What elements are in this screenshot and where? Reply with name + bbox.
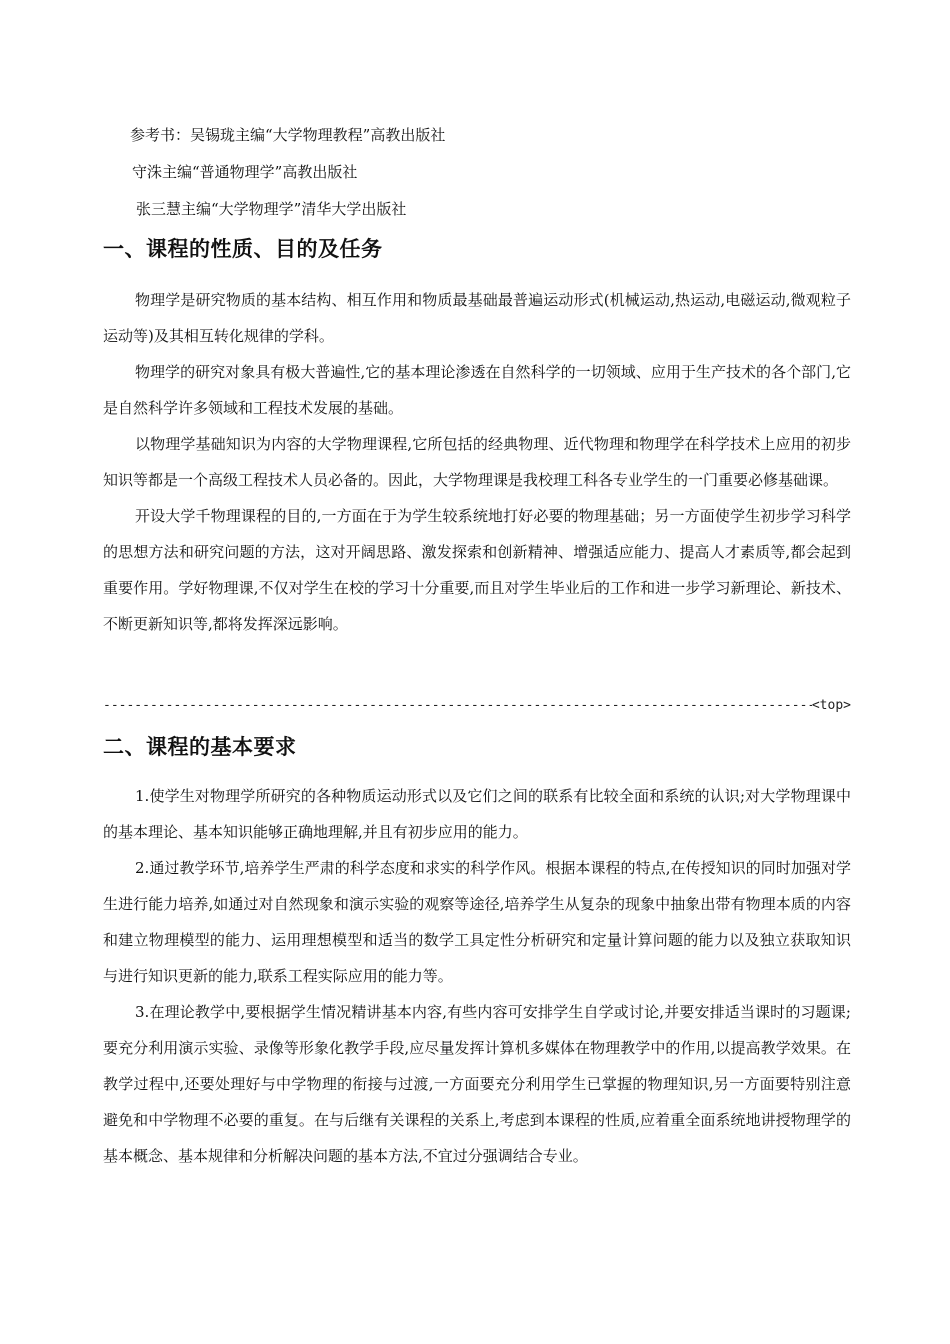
- requirement-3: 3.在理论教学中,要根据学生情况精讲基本内容,有些内容可安排学生自学或讨论,并要安排适当课时的习题课;要充分利用演示实验、录像等形象化教学手段,应尽量发挥计算机多媒体在物理教学中的作用,以提高教学效果。在教学过程中,还要处理好与中学物理的衔接与过渡,一方面要充分利用学生已掌握的物理知识,另一方面要特别注意避免和中学物理不必要的重复。在与后继有关课程的关系上,考虑到本课程的性质,应着重全面系统地讲授物理学的基本概念、基本规律和分析解决问题的基本方法,不宜过分强调结合专业。: [103, 1003, 851, 1165]
- reference-line-2: 守洙主编“普通物理学”高教出版社: [132, 163, 358, 181]
- section-1-paragraph-4: 开设大学千物理课程的目的,一方面在于为学生较系统地打好必要的物理基础；另一方面使学生初步学习科学的思想方法和研究问题的方法，这对开阔思路、激发探索和创新精神、增强适应能力、提高人才素质等,都会起到重要作用。学好物理课,不仅对学生在校的学习十分重要,而且对学生毕业后的工作和进一步学习新理论、新技术、不断更新知识等,都将发挥深远影响。: [103, 507, 851, 633]
- section-1-body: [103, 282, 851, 642]
- reference-line-1: 参考书：吴锡珑主编“大学物理教程”高教出版社: [130, 126, 446, 144]
- back-to-top-link[interactable]: <top>: [811, 698, 851, 713]
- section-1-paragraph-1: 物理学是研究物质的基本结构、相互作用和物质最基础最普遍运动形式(机械运动,热运动,电磁运动,微观粒子运动等)及其相互转化规律的学科。: [103, 291, 851, 345]
- requirement-1: 1.使学生对物理学所研究的各种物质运动形式以及它们之间的联系有比较全面和系统的认识;对大学物理课中的基本理论、基本知识能够正确地理解,并且有初步应用的能力。: [103, 787, 851, 841]
- section-2-heading: 二、课程的基本要求: [103, 735, 297, 759]
- section-1-paragraph-2: 物理学的研究对象具有极大普遍性,它的基本理论渗透在自然科学的一切领域、应用于生产技术的各个部门,它是自然科学许多领域和工程技术发展的基础。: [103, 363, 851, 417]
- requirement-2: 2.通过教学环节,培养学生严肃的科学态度和求实的科学作风。根据本课程的特点,在传授知识的同时加强对学生进行能力培养,如通过对自然现象和演示实验的观察等途径,培养学生从复杂的现象中抽象出带有物理本质的内容和建立物理模型的能力、运用理想模型和适当的数学工具定性分析研究和定量计算问题的能力以及独立获取知识与进行知识更新的能力,联系工程实际应用的能力等。: [103, 859, 851, 985]
- section-divider: [103, 697, 851, 715]
- section-2-body: [103, 778, 851, 1174]
- section-1-heading: 一、课程的性质、目的及任务: [103, 237, 383, 261]
- dashed-rule: [103, 697, 812, 715]
- reference-line-3: 张三慧主编“大学物理学”清华大学出版社: [136, 200, 407, 218]
- section-1-paragraph-3: 以物理学基础知识为内容的大学物理课程,它所包括的经典物理、近代物理和物理学在科学技术上应用的初步知识等都是一个高级工程技术人员必备的。因此，大学物理课是我校理工科各专业学生的一门重要必修基础课。: [103, 435, 851, 489]
